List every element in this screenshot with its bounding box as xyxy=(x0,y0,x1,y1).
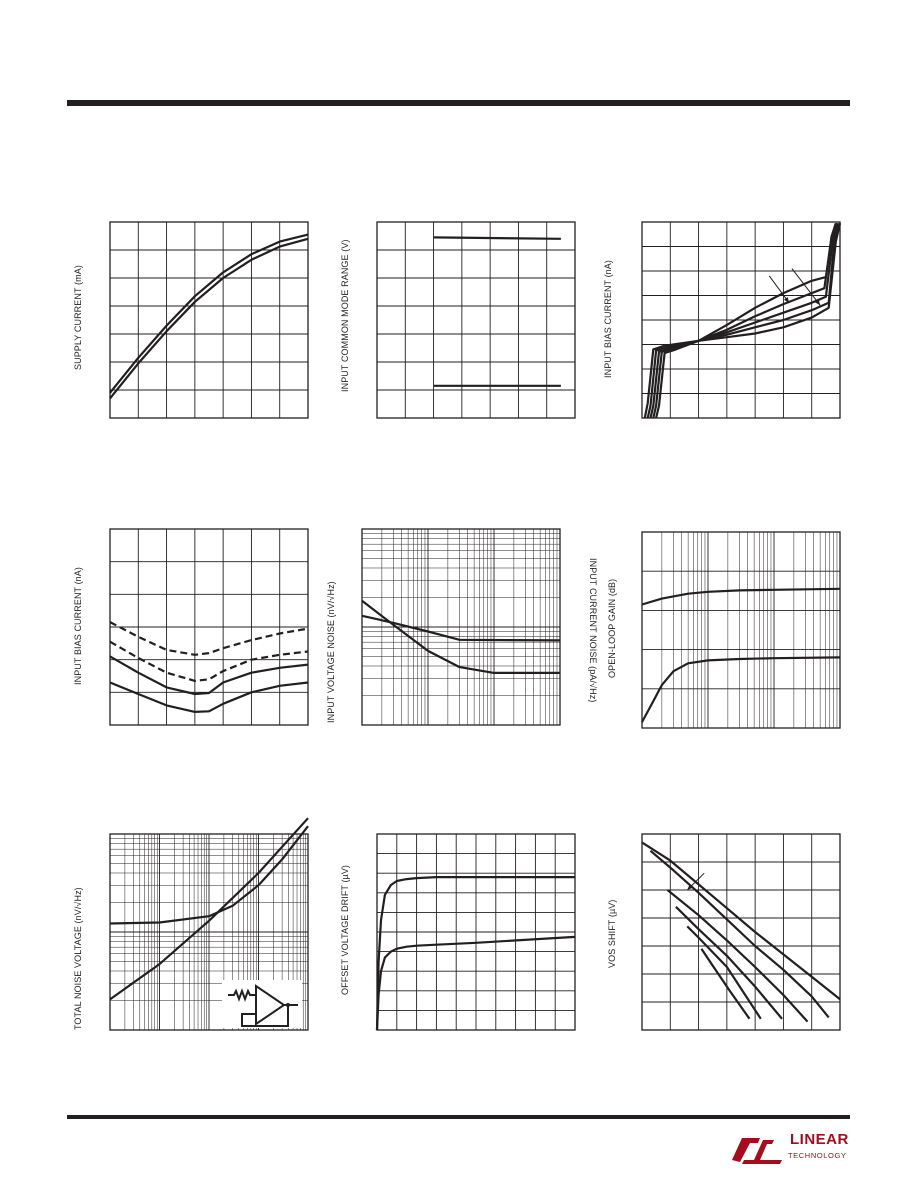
offset-voltage-drift-chart xyxy=(377,834,575,1030)
input-bias-current-vs-temp-chart xyxy=(110,529,308,725)
chart-9-series-2 xyxy=(651,851,829,1018)
vos-shift-ylabel: VOS SHIFT (µV) xyxy=(607,899,617,968)
vos-shift-chart xyxy=(642,834,840,1030)
total-noise-voltage-ylabel: TOTAL NOISE VOLTAGE (nV/√Hz) xyxy=(73,887,83,1030)
chart-4-series-4 xyxy=(110,683,308,712)
chart-2-frame xyxy=(377,222,575,418)
chart-6-grid xyxy=(642,532,840,728)
chart-3-series-1 xyxy=(645,223,840,418)
chart-9-series-6 xyxy=(701,949,749,1019)
chart-3-series-2 xyxy=(648,223,839,418)
open-loop-gain-chart xyxy=(642,532,840,728)
input-common-mode-range-plot xyxy=(377,222,575,418)
input-bias-current-vs-temp-plot xyxy=(110,529,308,725)
offset-voltage-drift-plot xyxy=(377,834,575,1030)
offset-voltage-drift-ylabel: OFFSET VOLTAGE DRIFT (µV) xyxy=(340,864,350,995)
chart-1-frame xyxy=(110,222,308,418)
noise-test-circuit-inset xyxy=(222,980,302,1028)
input-common-mode-range-chart xyxy=(377,222,575,418)
chart-6-frame xyxy=(642,532,840,728)
input-voltage-noise-ylabel: INPUT VOLTAGE NOISE (nV/√Hz) xyxy=(326,581,336,723)
chart-6-series-2 xyxy=(642,657,840,722)
open-loop-gain-ylabel: OPEN-LOOP GAIN (dB) xyxy=(607,578,617,678)
chart-2-series-1 xyxy=(434,237,561,238)
chart-1-series-1 xyxy=(110,235,308,393)
chart-6-series-1 xyxy=(642,589,840,605)
chart-4-series-3 xyxy=(110,656,308,694)
input-voltage-noise-chart xyxy=(362,529,560,725)
top-rule xyxy=(67,100,850,106)
chart-3-series-4 xyxy=(653,223,836,418)
chart-9-series-1 xyxy=(642,842,840,999)
chart-1-grid xyxy=(110,222,308,418)
logo-word-technology: TECHNOLOGY xyxy=(788,1151,847,1160)
chart-8-grid xyxy=(377,834,575,1030)
chart-5-series-1 xyxy=(362,601,560,673)
open-loop-gain-plot xyxy=(642,532,840,728)
input-bias-current-vs-cm-chart xyxy=(642,222,840,418)
supply-current-chart xyxy=(110,222,308,418)
input-common-mode-range-ylabel: INPUT COMMON MODE RANGE (V) xyxy=(340,239,350,392)
chart-4-series-2 xyxy=(110,642,308,681)
input-bias-current-ylabel-1: INPUT BIAS CURRENT (nA) xyxy=(603,260,613,378)
vos-shift-plot xyxy=(642,834,840,1030)
chart-3-grid xyxy=(642,222,840,418)
input-bias-current-vs-cm-plot xyxy=(642,222,840,418)
supply-current-ylabel: SUPPLY CURRENT (mA) xyxy=(73,265,83,370)
chart-5-grid xyxy=(362,529,560,725)
supply-current-plot xyxy=(110,222,308,418)
input-bias-current-ylabel-2: INPUT BIAS CURRENT (nA) xyxy=(73,567,83,685)
bottom-rule xyxy=(67,1115,850,1119)
input-current-noise-ylabel: INPUT CURRENT NOISE (pA/√Hz) xyxy=(588,558,598,703)
input-voltage-noise-plot xyxy=(362,529,560,725)
chart-2-grid xyxy=(377,222,575,418)
chart-1-series-2 xyxy=(110,239,308,399)
logo-word-linear: LINEAR xyxy=(790,1131,849,1148)
total-noise-voltage-chart xyxy=(110,834,308,1030)
